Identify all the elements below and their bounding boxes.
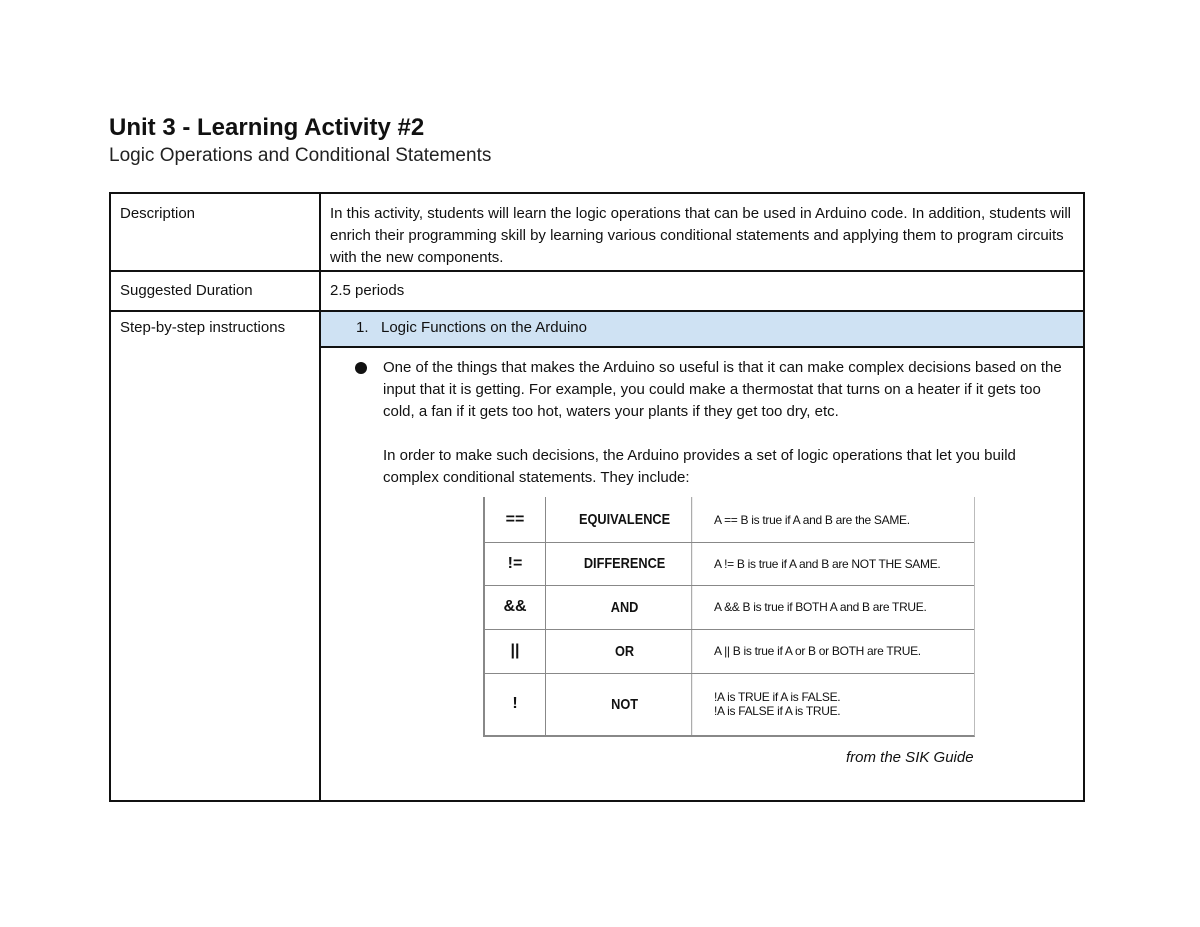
operator-desc bbox=[704, 690, 974, 718]
operator-row bbox=[485, 497, 974, 543]
duration-label: Suggested Duration bbox=[120, 282, 253, 299]
operator-symbol: == bbox=[485, 497, 546, 542]
operator-desc: A && B is true if BOTH A and B are TRUE. bbox=[714, 600, 927, 614]
logic-operators-table bbox=[483, 497, 975, 737]
image-credit: from the SIK Guide bbox=[846, 749, 974, 766]
operator-row bbox=[485, 542, 974, 586]
row-divider bbox=[111, 270, 1083, 272]
operator-symbol: || bbox=[485, 629, 546, 673]
page-subtitle: Logic Operations and Conditional Statements bbox=[109, 145, 492, 166]
description-label: Description bbox=[120, 205, 196, 222]
operator-name: NOT bbox=[558, 673, 692, 735]
step-heading-number: 1. bbox=[356, 319, 369, 336]
paragraph-1: One of the things that makes the Arduino so useful is that it can make complex decisions based on the input that it is getting. For example, you could make a thermostat that turns on a heater if it gets too cold, a fan if it gets too hot, waters your plants if they get too dry, etc. bbox=[383, 359, 1062, 420]
operator-row bbox=[485, 673, 974, 735]
duration-value: 2.5 periods bbox=[330, 282, 405, 299]
operator-desc: A == B is true if A and B are the SAME. bbox=[714, 512, 910, 527]
operator-desc: A || B is true if A or B or BOTH are TRUE. bbox=[714, 644, 921, 658]
operator-desc-line: !A is TRUE if A is FALSE. bbox=[714, 690, 841, 704]
operator-symbol: != bbox=[485, 542, 546, 585]
row-divider bbox=[111, 310, 1083, 312]
step-heading: Logic Functions on the Arduino bbox=[381, 319, 587, 336]
bullet-icon bbox=[355, 362, 367, 374]
operator-name: OR bbox=[558, 629, 692, 673]
operator-row bbox=[485, 629, 974, 674]
operator-desc: A != B is true if A and B are NOT THE SAME. bbox=[714, 556, 941, 571]
operator-name: DIFFERENCE bbox=[558, 542, 692, 585]
operator-symbol: ! bbox=[485, 673, 546, 735]
operator-symbol: && bbox=[485, 585, 546, 629]
operator-row bbox=[485, 585, 974, 630]
steps-label: Step-by-step instructions bbox=[120, 319, 286, 336]
description-text: In this activity, students will learn the logic operations that can be used in Arduino code. In addition, students will enrich their programming skill by learning various conditional statements and applying them to program circuits with the new components. bbox=[330, 205, 1071, 266]
page-title: Unit 3 - Learning Activity #2 bbox=[109, 114, 425, 141]
row-divider bbox=[321, 346, 1083, 348]
paragraph-2: In order to make such decisions, the Arduino provides a set of logic operations that let you build complex conditional statements. They include: bbox=[383, 447, 1016, 486]
column-divider bbox=[319, 194, 321, 800]
operator-desc-line: !A is FALSE if A is TRUE. bbox=[714, 704, 841, 718]
operator-name: AND bbox=[558, 585, 692, 629]
operator-name: EQUIVALENCE bbox=[558, 497, 692, 542]
